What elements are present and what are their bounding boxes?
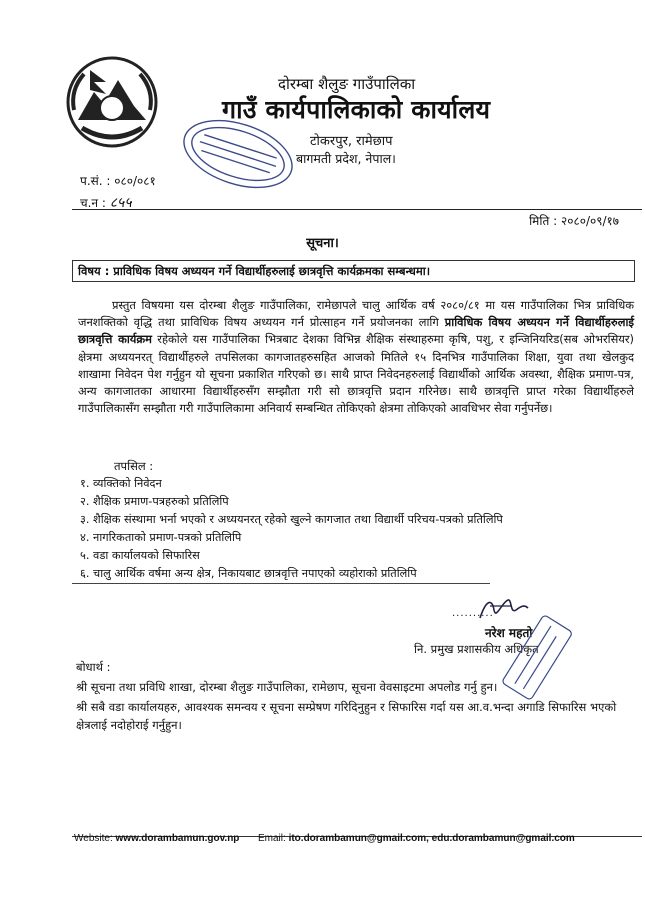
signature-dots: .......... <box>452 608 494 619</box>
fiscal-year-value: ०८०/०८१ <box>114 174 156 188</box>
address-line-2: बागमती प्रदेश, नेपाल। <box>296 151 396 166</box>
notice-title: सूचना। <box>306 236 339 251</box>
website-label: Website: <box>74 833 113 844</box>
date-label: मिति : <box>529 214 558 228</box>
list-divider <box>72 583 490 584</box>
address-line-1: टोकरपुर, रामेछाप <box>310 134 393 149</box>
cc-heading: बोधार्थ : <box>76 660 111 674</box>
attachment-item: १. व्यक्तिको निवेदन <box>80 477 162 490</box>
date-value: २०८०/०९/१७ <box>560 214 619 228</box>
attachment-item: ३. शैक्षिक संस्थामा भर्ना भएको र अध्ययनरत् रहेको खुल्ने कागजात तथा विद्यार्थी परिचय-पत्रको प्रतिलिपि <box>80 513 503 526</box>
office-title: गाउँ कार्यपालिकाको कार्यालय <box>222 95 491 124</box>
attachment-item: ६. चालु आर्थिक वर्षमा अन्य क्षेत्र, निकायबाट छात्रवृत्ति नपाएको व्यहोराको प्रतिलिपि <box>80 567 417 580</box>
email-label: Email: <box>258 833 286 844</box>
attachments-list <box>80 475 503 583</box>
municipality-name: दोरम्बा शैलुङ गाउँपालिका <box>278 75 416 93</box>
cc-line-2: श्री सबै वडा कार्यालयहरु, आवश्यक समन्वय र सूचना सम्प्रेषण गरिदिनुहुन र सिफारिस गर्दा यस आ.व.भन्दा अगाडि सिफारिस भएको क्षेत्रलाई नदोहोराई गर्नुहुन। <box>76 700 617 732</box>
fiscal-year-label: प.सं. : <box>80 174 111 188</box>
date-line <box>529 212 619 229</box>
body-text-bold: प्राविधिक विषय अध्ययन गर्ने विद्यार्थीहरुलाई छात्रवृत्ति कार्यक्रम <box>78 315 634 347</box>
body-text-part-2: रहेकोले यस गाउँपालिका भित्रबाट देशका विभिन्न शैक्षिक संस्थाहरुमा कृषि, पशु, र इन्जिनियरिड(सब ओभरसियर) क्षेत्रमा अध्ययनरत् विद्यार्थीहरुले तपसिलका कागजातहरुसहित आजको मितिले १५ दिनभित्र गाउँपालिका शिक्षा, युवा तथा खेलकुद शाखामा निवेदन पेश गर्नुहुन यो सूचना प्रकाशित गरिएको छ। साथै प्राप्त निवेदनहरुलाई विद्यार्थीको आर्थिक अवस्था, शैक्षिक प्रमाण-पत्र, अन्य कागजातका आधारमा विद्यार्थीहरुसँग सम्झौता गरी सो छात्रवृत्ति प्रदान गरिनेछ। साथै छात्रवृत्ति प्राप्त गरेका विद्यार्थीहरुले गाउँपालिकासँग सम्झौता गरी गाउँपालिकामा अनिवार्य सम्बन्धित तोकिएको क्षेत्रमा तोकिएको आवधिभर सेवा गर्नुपर्नेछ। <box>78 332 634 416</box>
nepal-emblem-logo <box>60 50 160 150</box>
header-divider <box>72 209 642 210</box>
notice-body <box>78 297 634 417</box>
attachment-item: ४. नागरिकताको प्रमाण-पत्रको प्रतिलिपि <box>80 531 242 544</box>
dispatch-label: च.न : <box>80 196 106 210</box>
reference-number <box>80 172 156 189</box>
attachment-item: ५. वडा कार्यालयको सिफारिस <box>80 549 200 562</box>
dispatch-value: ८५५ <box>109 195 132 211</box>
footer-website <box>74 833 239 844</box>
office-seal-stamp <box>176 112 300 196</box>
footer-email <box>258 833 575 844</box>
subject-line: विषय : प्राविधिक विषय अध्ययन गर्ने विद्यार्थीहरुलाई छात्रवृत्ति कार्यक्रमका सम्बन्धमा। <box>78 264 431 278</box>
signer-title: नि. प्रमुख प्रशासकीय अधिकृत <box>414 642 539 656</box>
signer-name: नरेश महतो <box>485 626 533 640</box>
body-text-part-1: प्रस्तुत विषयमा यस दोरम्बा शैलुङ गाउँपालिका, रामेछापले चालु आर्थिक वर्ष २०८०/८१ मा यस गाउँपालिका भित्र प्राविधिक जनशक्तिको वृद्धि तथा प्राविधिक विषय अध्ययन गर्न प्रोत्साहन गर्ने प्रयोजनका लागि <box>78 298 634 330</box>
email-link[interactable]: ito.dorambamun@gmail.com, edu.dorambamun@gmail.com <box>288 833 575 844</box>
attachment-item: २. शैक्षिक प्रमाण-पत्रहरुको प्रतिलिपि <box>80 495 229 508</box>
attachments-heading: तपसिल : <box>114 459 154 473</box>
website-link[interactable]: www.dorambamun.gov.np <box>115 833 240 844</box>
cc-line-1: श्री सूचना तथा प्रविधि शाखा, दोरम्बा शैलुङ गाउँपालिका, रामेछाप, सूचना वेवसाइटमा अपलोड गर्नु हुन। <box>76 680 498 694</box>
